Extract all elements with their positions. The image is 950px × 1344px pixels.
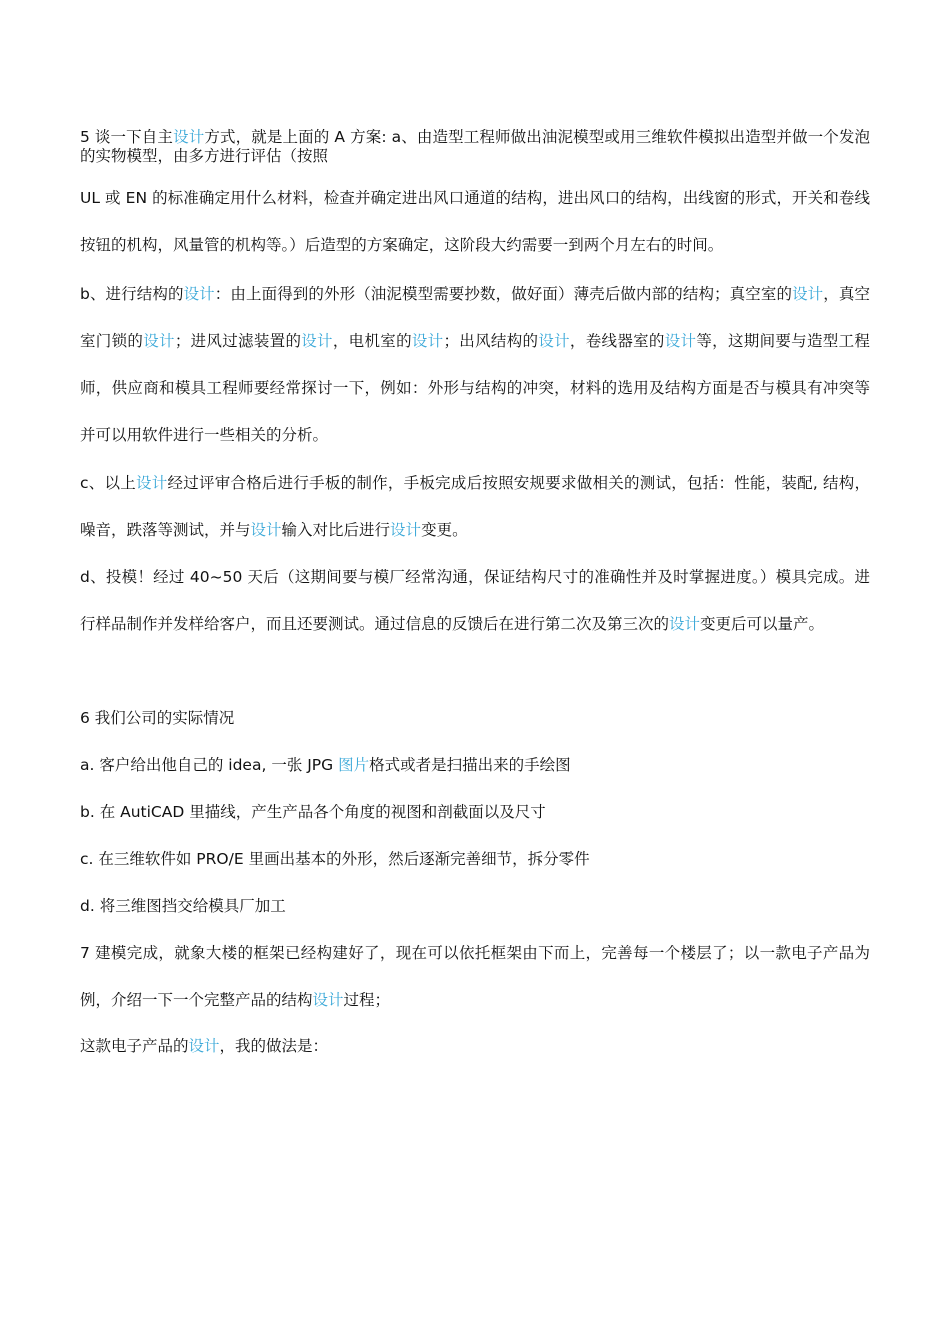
keyword-link[interactable]: 设计 <box>669 615 701 633</box>
text-run: 这款电子产品的 <box>80 1037 189 1055</box>
text-run: b. 在 AutiCAD 里描线，产生产品各个角度的视图和剖截面以及尺寸 <box>80 803 546 821</box>
text-run: 6 我们公司的实际情况 <box>80 709 235 727</box>
text-run: d. 将三维图挡交给模具厂加工 <box>80 897 286 915</box>
text-run: 5 谈一下自主 <box>80 128 174 146</box>
text-run: ，真空室门锁的 <box>80 285 870 350</box>
text-run: c、以上 <box>80 474 136 492</box>
text-run: c. 在三维软件如 PRO/E 里画出基本的外形，然后逐渐完善细节，拆分零件 <box>80 850 590 868</box>
keyword-link[interactable]: 设计 <box>143 332 175 350</box>
keyword-link[interactable]: 设计 <box>188 1037 220 1055</box>
paragraph-7-approach <box>80 1023 870 1070</box>
text-run: UL 或 EN 的标准确定用什么材料，检查并确定进出风口通道的结构，进出风口的结构，出线窗的形式，开关和卷线按钮的机构，风量管的机构等。）后造型的方案确定，这阶段大约需要一到两个月左右的时间。 <box>80 189 870 254</box>
paragraph-7-modeling <box>80 930 870 1024</box>
paragraph-5-standards <box>80 175 870 269</box>
text-run: ，我的做法是： <box>219 1037 329 1055</box>
text-run: 7 建模完成，就象大楼的框架已经构建好了，现在可以依托框架由下而上，完善每一个楼层了；以一款电子产品为例，介绍一下一个完整产品的结构 <box>80 944 870 1009</box>
keyword-link[interactable]: 设计 <box>792 285 824 303</box>
text-run: ：由上面得到的外形（油泥模型需要抄数，做好面）薄壳后做内部的结构；真空室的 <box>214 285 793 303</box>
paragraph-5b-structure-design <box>80 271 870 459</box>
keyword-link[interactable]: 设计 <box>390 521 422 539</box>
keyword-link[interactable]: 设计 <box>411 332 444 350</box>
keyword-link[interactable]: 图片 <box>338 756 370 774</box>
paragraph-5d-tooling <box>80 554 870 648</box>
text-run: 格式或者是扫描出来的手绘图 <box>369 756 571 774</box>
text-run: 方式，就是上面的 A 方案: a、由造型工程师做出油泥模型或用三维软件模拟出造型并做一个发泡的实物模型，由多方进行评估（按照 <box>80 128 870 165</box>
text-run: 经过评审合格后进行手板的制作，手板完成后按照安规要求做相关的测试，包括：性能，装配, 结构，噪音，跌落等测试，并与 <box>80 474 870 539</box>
keyword-link[interactable]: 设计 <box>312 991 344 1009</box>
text-run: 变更后可以量产。 <box>700 615 825 633</box>
keyword-link[interactable]: 设计 <box>173 128 205 146</box>
text-run: 输入对比后进行 <box>281 521 391 539</box>
list-item-6c <box>80 836 870 883</box>
list-item-6a <box>80 742 870 789</box>
text-run: d、投模！经过 40~50 天后（这期间要与模厂经常沟通，保证结构尺寸的准确性并及时掌握进度。）模具完成。进行样品制作并发样给客户，而且还要测试。通过信息的反馈后在进行第二次及第三次的 <box>80 568 870 633</box>
paragraph-5-intro <box>80 128 870 166</box>
text-run: 过程； <box>343 991 391 1009</box>
text-run: ；进风过滤装置的 <box>174 332 302 350</box>
paragraph-6-heading <box>80 695 870 742</box>
text-run: a. 客户给出他自己的 idea, 一张 JPG <box>80 756 339 774</box>
text-run: b、进行结构的 <box>80 285 184 303</box>
text-run: 等，这期间要与造型工程师，供应商和模具工程师要经常探讨一下，例如：外形与结构的冲突，材料的选用及结构方面是否与模具有冲突等并可以用软件进行一些相关的分析。 <box>80 332 870 444</box>
keyword-link[interactable]: 设计 <box>250 521 282 539</box>
keyword-link[interactable]: 设计 <box>538 332 570 350</box>
list-item-6b <box>80 789 870 836</box>
keyword-link[interactable]: 设计 <box>136 474 168 492</box>
text-run: ，卷线器室的 <box>569 332 665 350</box>
paragraph-5c-prototype <box>80 460 870 554</box>
keyword-link[interactable]: 设计 <box>664 332 697 350</box>
keyword-link[interactable]: 设计 <box>183 285 215 303</box>
text-run: ，电机室的 <box>332 332 412 350</box>
list-item-6d <box>80 883 870 930</box>
text-run: 变更。 <box>421 521 468 539</box>
keyword-link[interactable]: 设计 <box>301 332 333 350</box>
text-run: ；出风结构的 <box>443 332 539 350</box>
